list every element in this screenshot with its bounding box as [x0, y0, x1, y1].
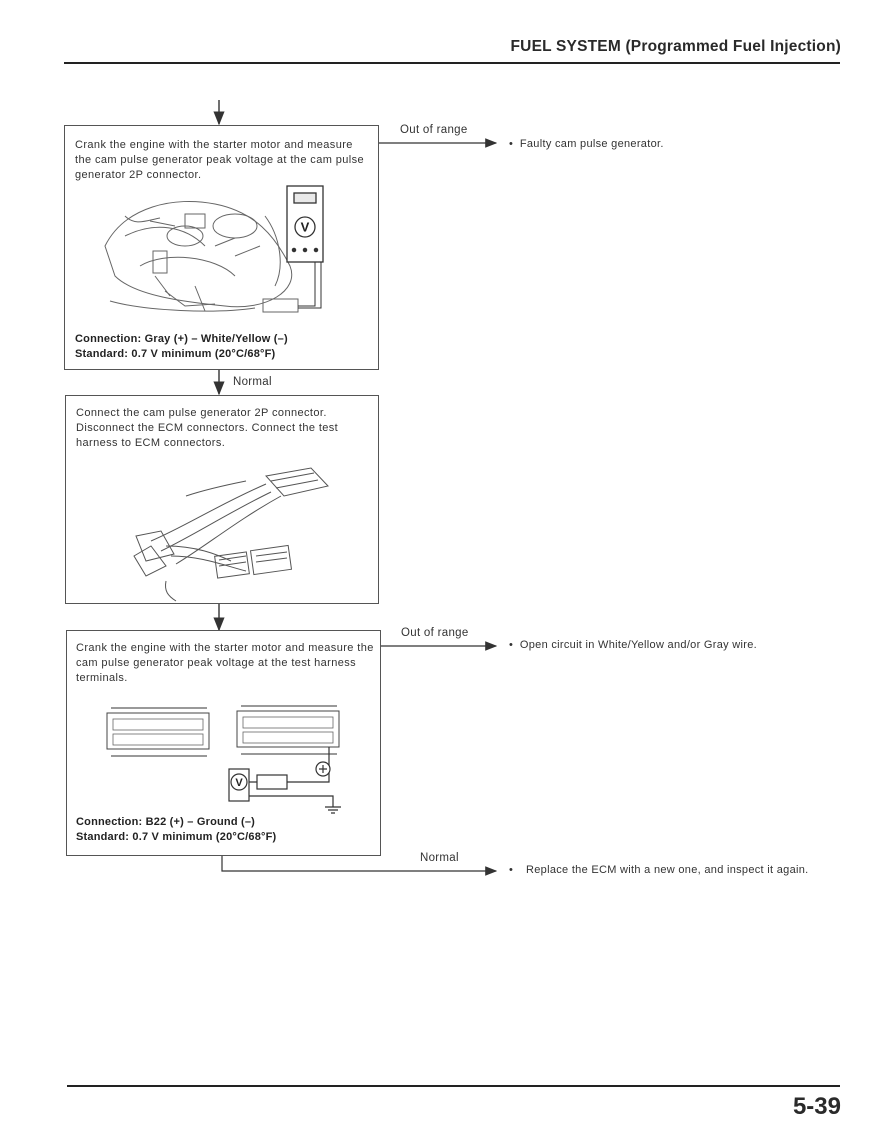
result-1 [509, 137, 664, 152]
step-3-standard: Standard: 0.7 V minimum (20°C/68°F) [76, 831, 277, 843]
step-3-box [66, 630, 381, 856]
step-1-connection: Connection: Gray (+) – White/Yellow (–) [75, 333, 288, 345]
bullet: • [509, 639, 514, 651]
step-1-standard: Standard: 0.7 V minimum (20°C/68°F) [75, 348, 276, 360]
step-1-text: Crank the engine with the starter motor and measure the cam pulse generator peak voltage at the cam pulse generator 2P connector. [75, 139, 365, 181]
step-2-box [65, 395, 379, 604]
voltmeter-symbol: V [235, 777, 243, 789]
normal-label-2: Normal [420, 852, 459, 864]
out-of-range-label-1: Out of range [400, 124, 468, 136]
step-3-text: Crank the engine with the starter motor and measure the cam pulse generator peak voltage at the test harness terminals. [76, 642, 374, 684]
page-header-title: FUEL SYSTEM (Programmed Fuel Injection) [510, 38, 841, 55]
result-2-text: Open circuit in White/Yellow and/or Gray wire. [519, 639, 758, 651]
test-harness-illustration [66, 396, 380, 605]
bullet: • [509, 138, 514, 150]
step-2-text: Connect the cam pulse generator 2P connector. Disconnect the ECM connectors. Connect the test harness to ECM connectors. [76, 407, 339, 449]
voltmeter-symbol: V [300, 219, 310, 235]
footer-rule [67, 1085, 840, 1087]
step-1-box [64, 125, 379, 370]
result-2 [509, 638, 757, 653]
normal-label-1: Normal [233, 376, 272, 388]
result-3-text: Replace the ECM with a new one, and inspect it again. [526, 864, 809, 876]
step-3-connection: Connection: B22 (+) – Ground (–) [76, 816, 256, 828]
result-3 [509, 863, 809, 878]
out-of-range-label-2: Out of range [401, 627, 469, 639]
result-1-text: Faulty cam pulse generator. [519, 138, 664, 150]
page-number: 5-39 [792, 1093, 841, 1120]
bullet: • [509, 864, 514, 876]
